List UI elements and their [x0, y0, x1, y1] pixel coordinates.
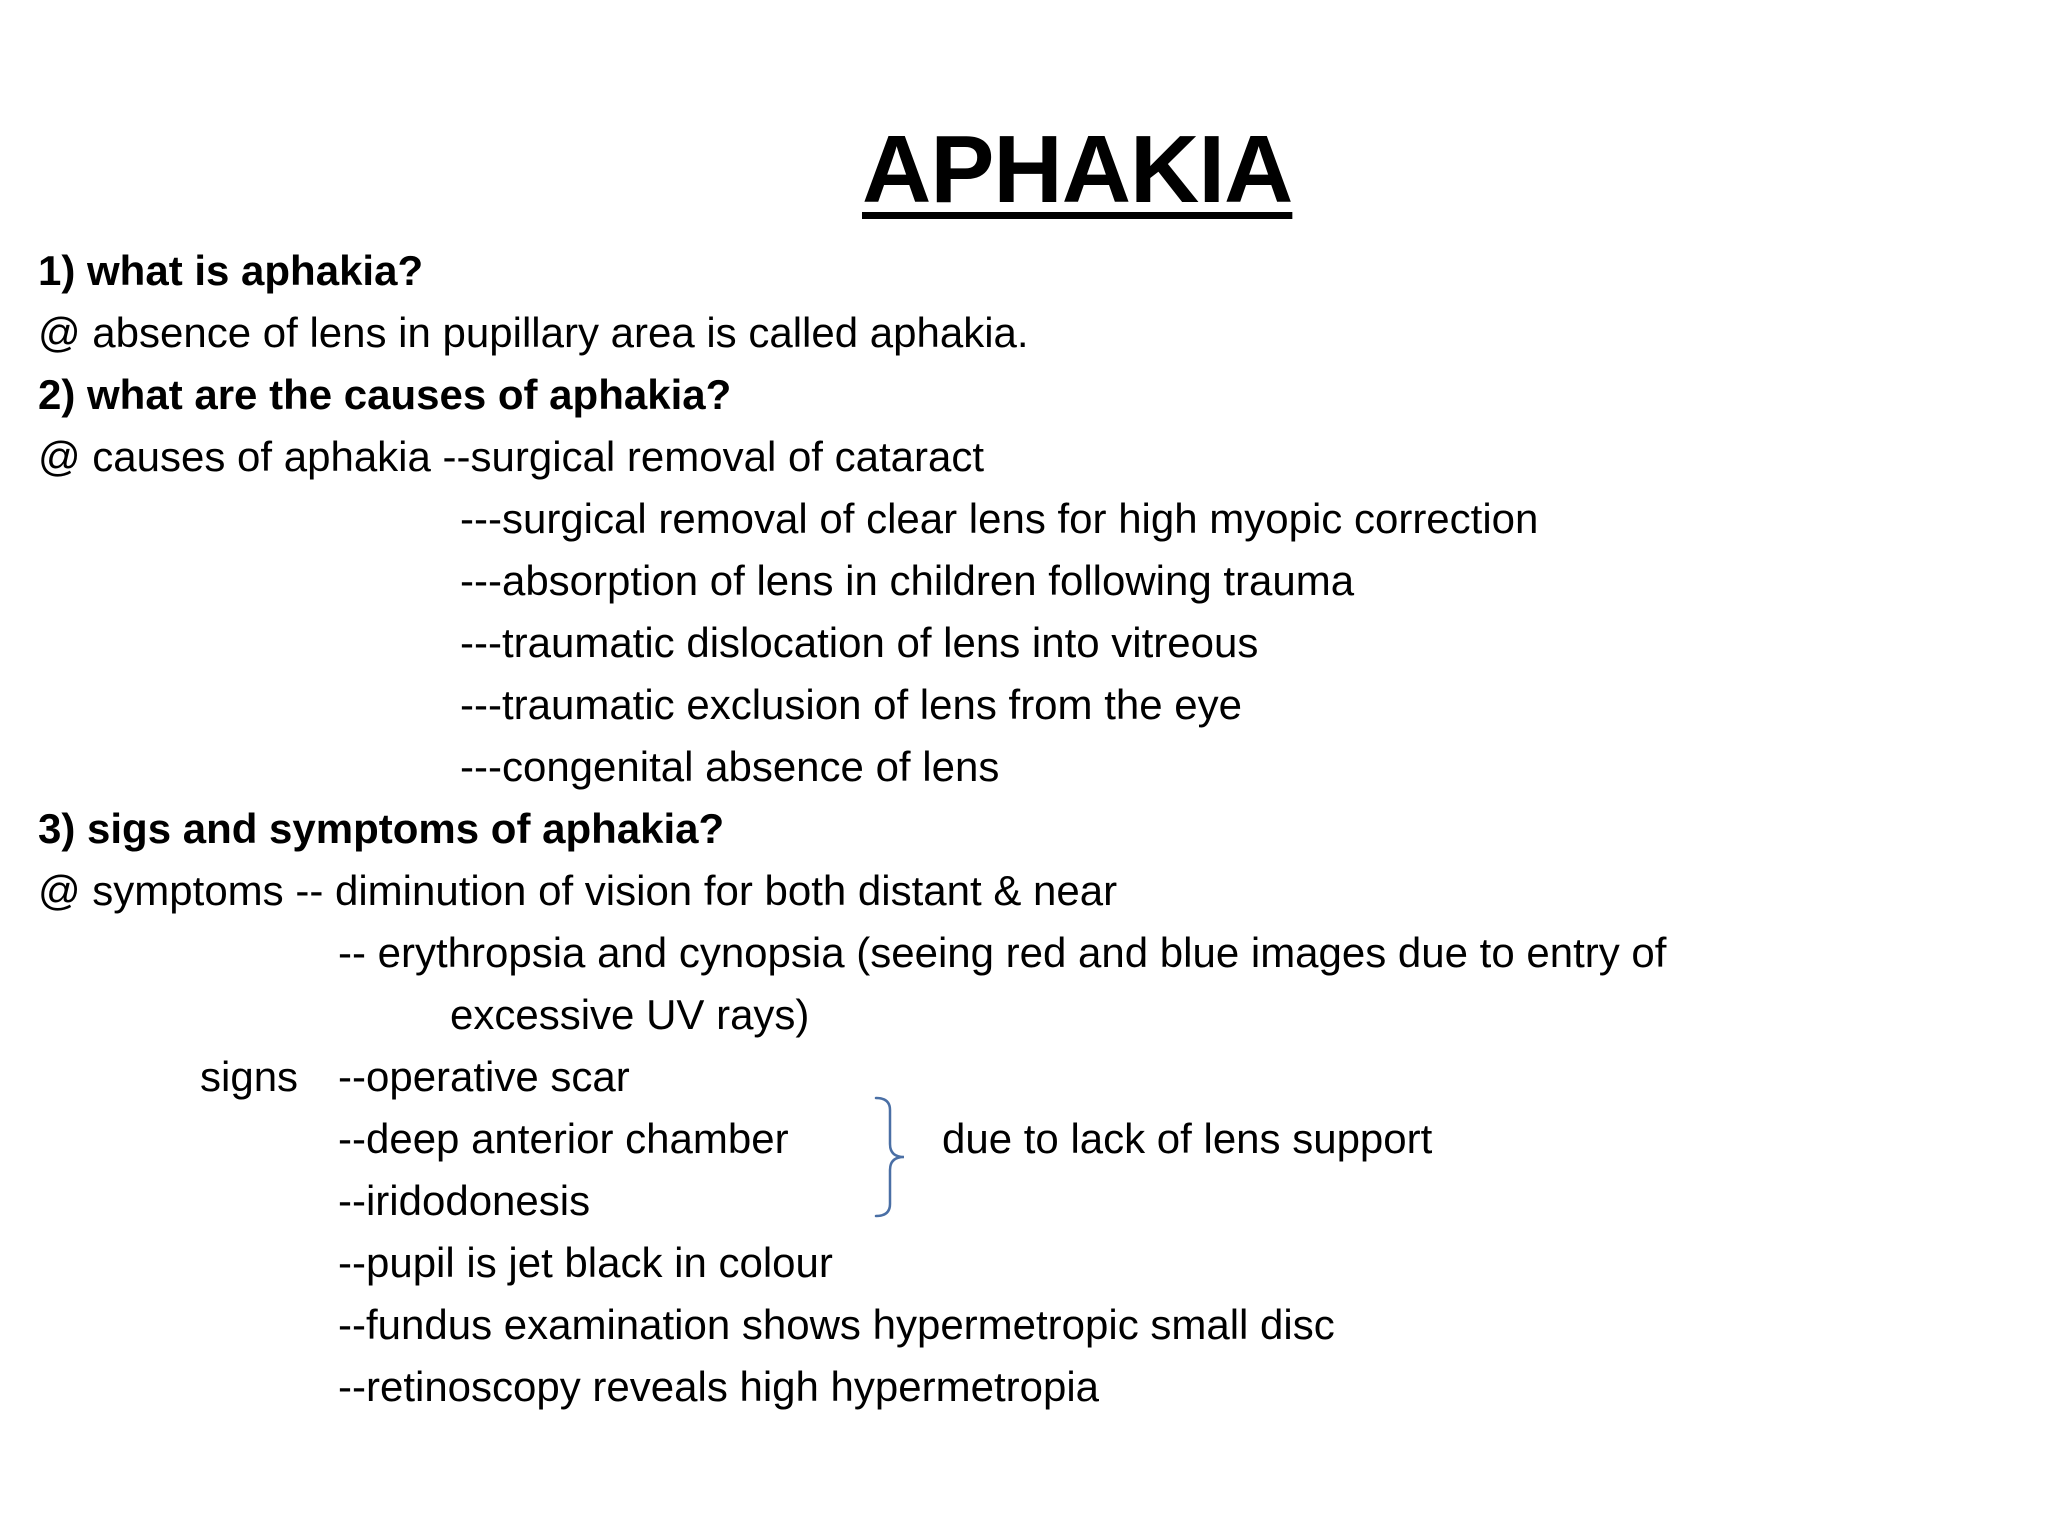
cause-item: ---traumatic exclusion of lens from the eye [460, 681, 1242, 728]
sign-item: --iridodonesis [338, 1177, 591, 1224]
right-brace-icon [872, 1096, 912, 1218]
symptoms-lead: @ symptoms -- diminution of vision for both distant & near [38, 867, 1118, 914]
cause-item: ---surgical removal of clear lens for high myopic correction [460, 495, 1539, 542]
brace-note: due to lack of lens support [942, 1115, 1433, 1162]
slide-title: APHAKIA [862, 116, 1293, 223]
cause-item: ---congenital absence of lens [460, 743, 1000, 790]
sign-item: --fundus examination shows hypermetropic small disc [338, 1301, 1335, 1348]
sign-item: --operative scar [338, 1053, 630, 1100]
causes-lead: @ causes of aphakia --surgical removal of cataract [38, 433, 985, 480]
symptom-continuation: excessive UV rays) [450, 991, 810, 1038]
question-2: 2) what are the causes of aphakia? [38, 371, 732, 418]
answer-1: @ absence of lens in pupillary area is called aphakia. [38, 309, 1029, 356]
cause-item: ---traumatic dislocation of lens into vitreous [460, 619, 1259, 666]
sign-item: --pupil is jet black in colour [338, 1239, 833, 1286]
sign-item: --deep anterior chamber [338, 1115, 789, 1162]
cause-item: ---absorption of lens in children following trauma [460, 557, 1355, 604]
signs-label: signs [200, 1053, 299, 1100]
sign-item: --retinoscopy reveals high hypermetropia [338, 1363, 1100, 1410]
question-3: 3) sigs and symptoms of aphakia? [38, 805, 725, 852]
symptom-item: -- erythropsia and cynopsia (seeing red and blue images due to entry of [338, 929, 1667, 976]
question-1: 1) what is aphakia? [38, 247, 424, 294]
